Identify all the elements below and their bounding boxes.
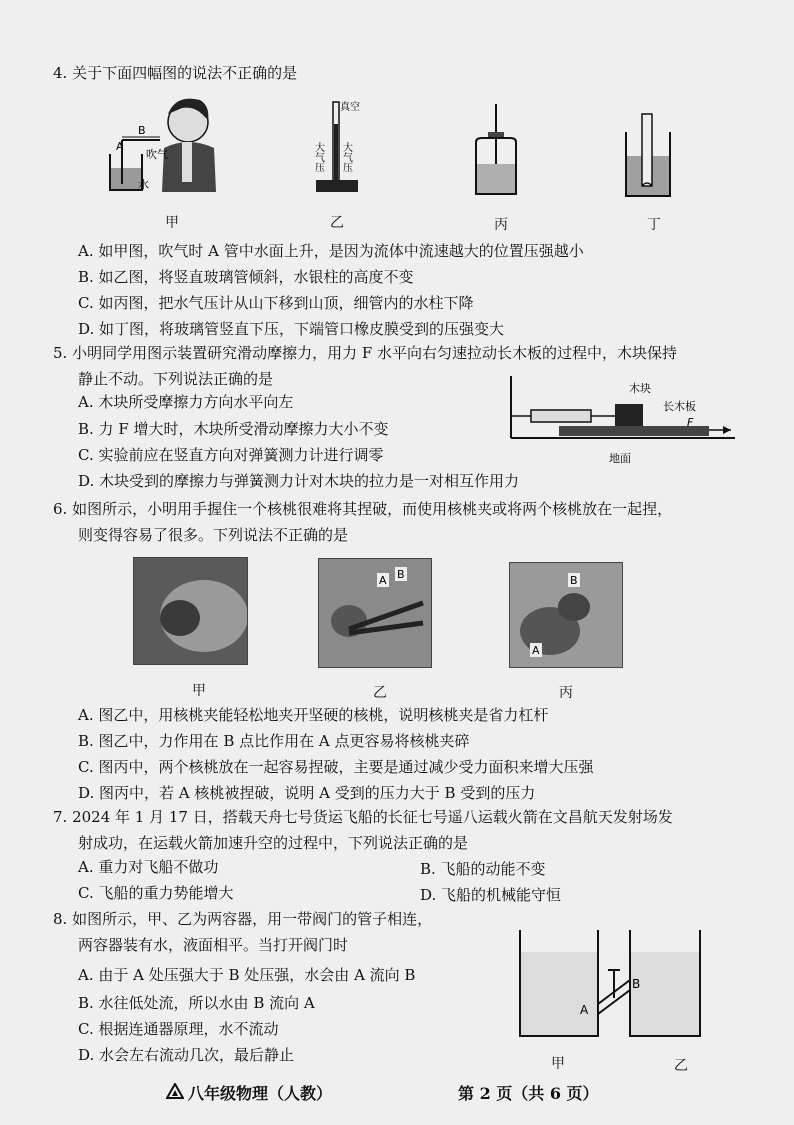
q8-figure (514, 926, 714, 1042)
q8-stem-line2: 两容器装有水，液面相平。当打开阀门时 (78, 936, 349, 954)
q7-stem-line1: 7. 2024 年 1 月 17 日，搭载天舟七号货运飞船的长征七号遥八运载火箭在文昌航天发射场发 (53, 808, 673, 826)
q4-yi-label-atm-left: 大气压 (312, 142, 324, 172)
footer-page-number: 第 2 页（共 6 页） (458, 1084, 599, 1103)
publisher-logo-icon (166, 1083, 184, 1099)
q4-option-b: B. 如乙图，将竖直玻璃管倾斜，水银柱的高度不变 (78, 268, 414, 286)
q6-photo-jia (133, 557, 248, 665)
q8-option-b: B. 水往低处流，所以水由 B 流向 A (78, 994, 315, 1012)
q5-label-ground: 地面 (609, 452, 631, 465)
q6-caption-jia: 甲 (192, 683, 206, 699)
q5-label-board: 长木板 (663, 400, 696, 413)
q5-stem-line1: 5. 小明同学用图示装置研究滑动摩擦力，用力 F 水平向右匀速拉动长木板的过程中，木块保持 (53, 344, 678, 362)
q4-figure-yi (310, 96, 370, 196)
q4-yi-label-atm-right: 大气压 (340, 142, 352, 172)
q4-jia-label-water: 水 (138, 178, 149, 191)
q6-yi-label-a: A (379, 574, 387, 587)
q5-option-d: D. 木块受到的摩擦力与弹簧测力计对木块的拉力是一对相互作用力 (78, 472, 520, 490)
q6-option-a: A. 图乙中，用核桃夹能轻松地夹开坚硬的核桃，说明核桃夹是省力杠杆 (78, 706, 549, 724)
q4-option-c: C. 如丙图，把水气压计从山下移到山顶，细管内的水柱下降 (78, 294, 474, 312)
q6-photo-yi (318, 558, 432, 668)
q8-stem-line1: 8. 如图所示，甲、乙为两容器，用一带阀门的管子相连， (53, 910, 433, 928)
q4-caption-ding: 丁 (647, 217, 661, 233)
q5-option-a: A. 木块所受摩擦力方向水平向左 (78, 393, 294, 411)
footer-subject: 八年级物理（人教） (188, 1084, 333, 1103)
q8-option-a: A. 由于 A 处压强大于 B 处压强，水会由 A 流向 B (78, 966, 416, 984)
q8-label-a: A (580, 1003, 589, 1017)
q7-option-d: D. 飞船的机械能守恒 (420, 886, 562, 904)
q8-label-b: B (632, 977, 641, 991)
q4-jia-label-blow: 吹气 (146, 148, 168, 161)
q6-bing-label-b: B (570, 574, 578, 587)
q6-bing-label-a: A (532, 644, 540, 657)
q6-stem-line1: 6. 如图所示，小明用手握住一个核桃很难将其捏破，而使用核桃夹或将两个核桃放在一起捏， (53, 500, 673, 518)
q4-option-a: A. 如甲图，吹气时 A 管中水面上升，是因为流体中流速越大的位置压强越小 (78, 242, 584, 260)
q8-caption-jia: 甲 (551, 1056, 565, 1072)
q5-label-block: 木块 (629, 382, 651, 395)
q5-label-force: F (687, 416, 694, 429)
q6-yi-label-b: B (397, 568, 405, 581)
q5-option-c: C. 实验前应在竖直方向对弹簧测力计进行调零 (78, 446, 384, 464)
q5-option-b: B. 力 F 增大时，木块所受滑动摩擦力大小不变 (78, 420, 389, 438)
q4-caption-bing: 丙 (494, 217, 508, 233)
q4-figure-ding (618, 110, 678, 200)
q6-option-c: C. 图丙中，两个核桃放在一起容易捏破，主要是通过减少受力面积来增大压强 (78, 758, 594, 776)
q4-option-d: D. 如丁图，将玻璃管竖直下压，下端管口橡皮膜受到的压强变大 (78, 320, 505, 338)
q6-option-d: D. 图丙中，若 A 核桃被捏破，说明 A 受到的压力大于 B 受到的压力 (78, 784, 536, 802)
q4-yi-label-vacuum: 真空 (340, 102, 360, 113)
q4-stem: 4. 关于下面四幅图的说法不正确的是 (53, 64, 298, 82)
q6-photo-bing (509, 562, 623, 668)
q8-caption-yi: 乙 (674, 1058, 688, 1074)
q6-caption-bing: 丙 (559, 685, 573, 701)
q6-stem-line2: 则变得容易了很多。下列说法不正确的是 (78, 526, 349, 544)
q4-jia-label-a: A (116, 140, 124, 153)
q4-figure-bing (466, 102, 526, 198)
q4-jia-label-b: B (138, 124, 146, 137)
q4-caption-jia: 甲 (165, 215, 179, 231)
q7-stem-line2: 射成功，在运载火箭加速升空的过程中，下列说法正确的是 (78, 834, 469, 852)
q4-caption-yi: 乙 (330, 215, 344, 231)
q6-option-b: B. 图乙中，力作用在 B 点比作用在 A 点更容易将核桃夹碎 (78, 732, 470, 750)
q8-option-d: D. 水会左右流动几次，最后静止 (78, 1046, 295, 1064)
q7-option-c: C. 飞船的重力势能增大 (78, 884, 234, 902)
q7-option-a: A. 重力对飞船不做功 (78, 858, 219, 876)
q8-option-c: C. 根据连通器原理，水不流动 (78, 1020, 279, 1038)
q4-figure-jia (98, 92, 228, 202)
q5-figure (503, 372, 743, 472)
q7-option-b: B. 飞船的动能不变 (420, 860, 546, 878)
q5-stem-line2: 静止不动。下列说法正确的是 (78, 370, 274, 388)
q6-caption-yi: 乙 (373, 685, 387, 701)
